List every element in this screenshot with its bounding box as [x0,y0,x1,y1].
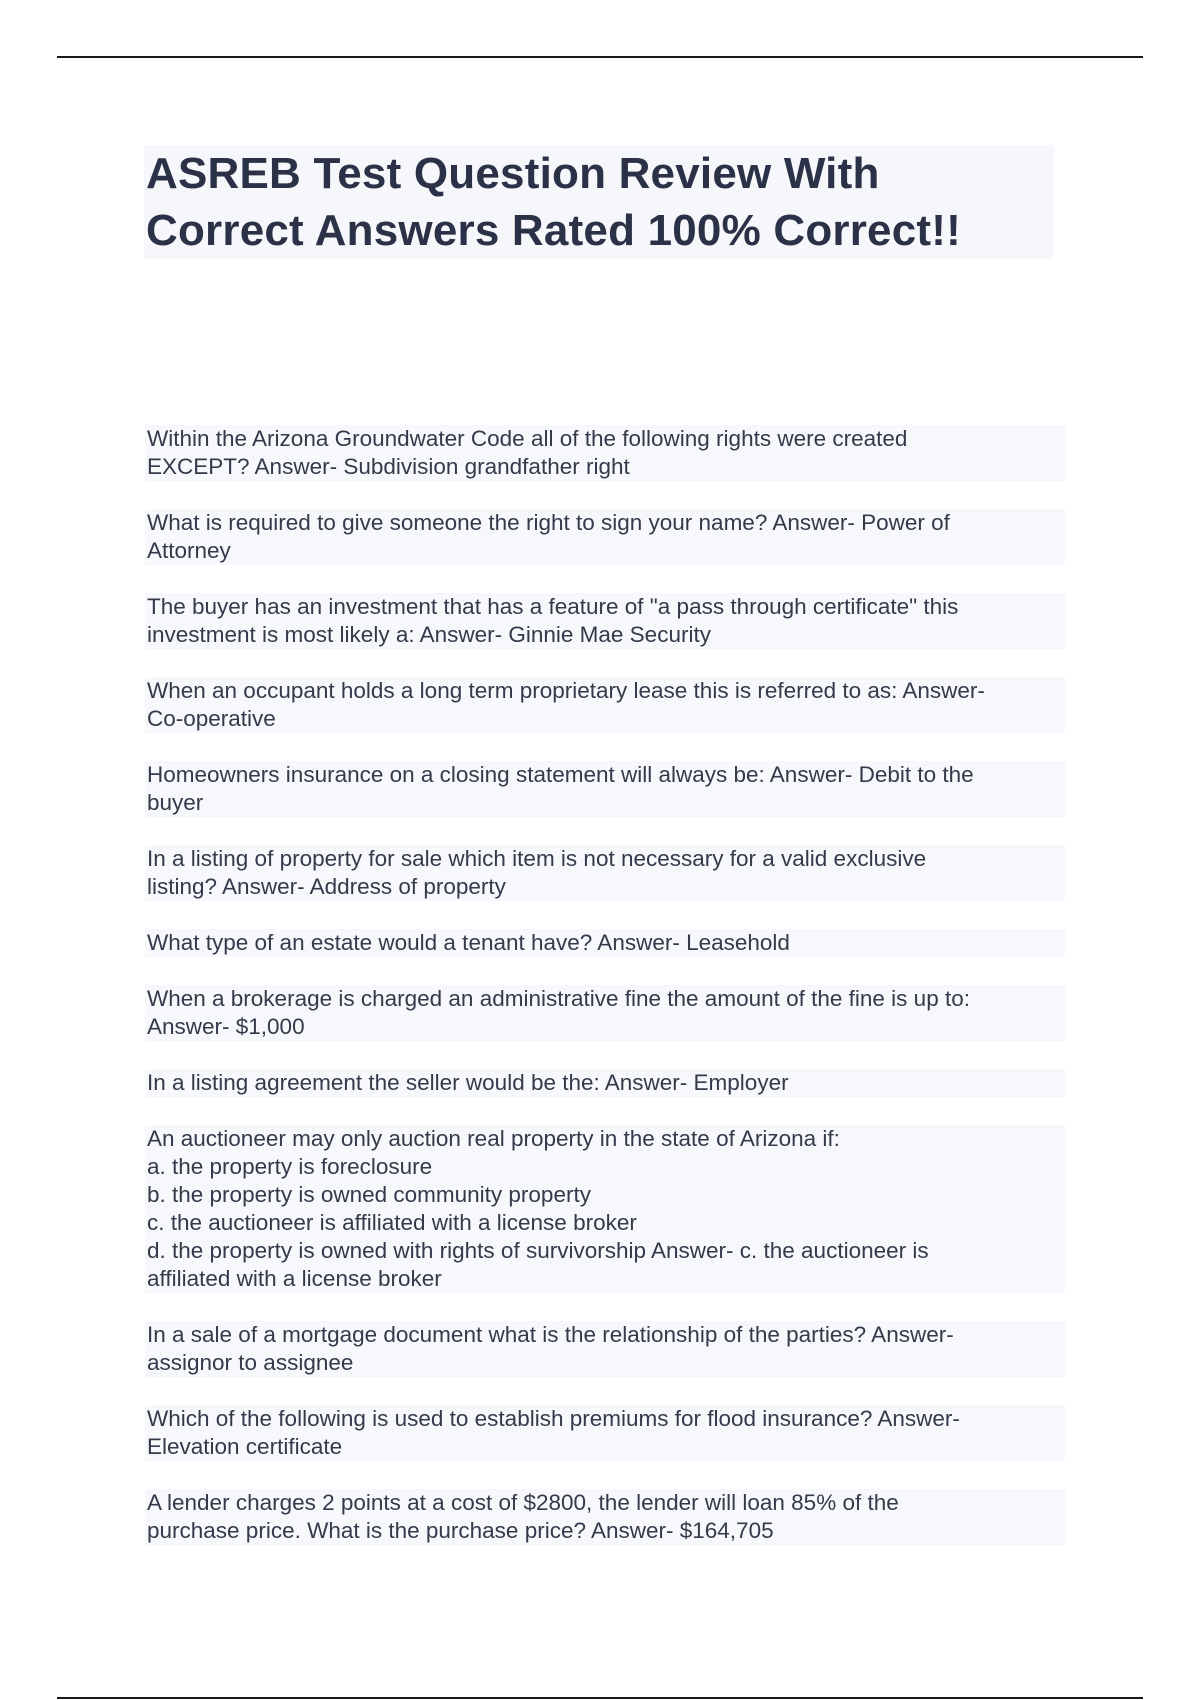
qa-item: What is required to give someone the right to sign your name? Answer- Power of Attorney [145,509,1065,565]
qa-item: In a listing agreement the seller would be the: Answer- Employer [145,1069,1065,1097]
qa-item: Homeowners insurance on a closing statement will always be: Answer- Debit to the buyer [145,761,1065,817]
document-title: ASREB Test Question Review With Correct Answers Rated 100% Correct!! [146,149,961,255]
qa-item: When an occupant holds a long term proprietary lease this is referred to as: Answer- Co-operative [145,677,1065,733]
qa-item: What type of an estate would a tenant have? Answer- Leasehold [145,929,1065,957]
qa-item: Which of the following is used to establish premiums for flood insurance? Answer- Elevation certificate [145,1405,1065,1461]
qa-list [145,425,1065,1573]
qa-item: An auctioneer may only auction real property in the state of Arizona if: a. the property is foreclosure b. the property is owned community property c. the auctioneer is affiliated with a license broker d. the property is owned with rights of survivorship Answer- c. the auctioneer is affiliated with a license broker [145,1125,1065,1293]
qa-item: Within the Arizona Groundwater Code all of the following rights were created EXCEPT? Answer- Subdivision grandfather right [145,425,1065,481]
qa-item: The buyer has an investment that has a feature of "a pass through certificate" this investment is most likely a: Answer- Ginnie Mae Security [145,593,1065,649]
qa-item: When a brokerage is charged an administrative fine the amount of the fine is up to: Answer- $1,000 [145,985,1065,1041]
qa-item: In a sale of a mortgage document what is the relationship of the parties? Answer- assignor to assignee [145,1321,1065,1377]
qa-item: In a listing of property for sale which item is not necessary for a valid exclusive listing? Answer- Address of property [145,845,1065,901]
bottom-rule [57,1697,1143,1699]
title-block [144,145,1054,259]
qa-item: A lender charges 2 points at a cost of $2800, the lender will loan 85% of the purchase price. What is the purchase price? Answer- $164,705 [145,1489,1065,1545]
top-rule [57,56,1143,58]
